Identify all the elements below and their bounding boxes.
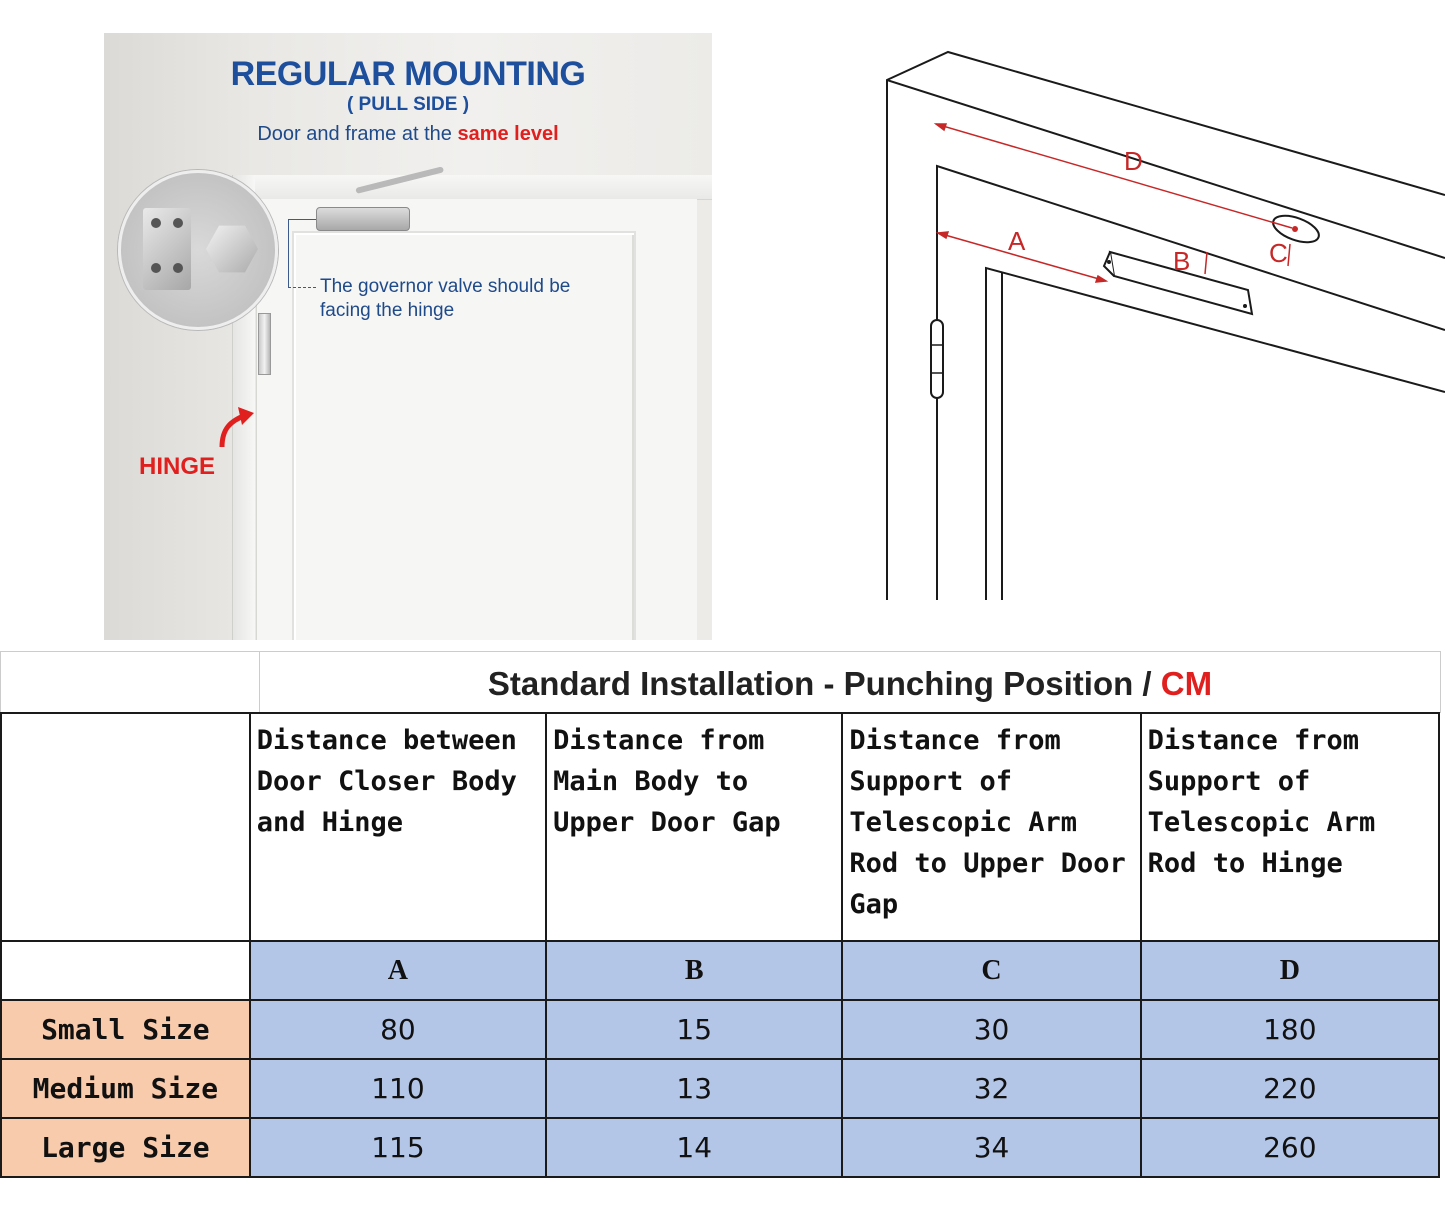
governor-valve-callout <box>118 170 278 330</box>
table-row <box>1 1000 1439 1059</box>
governor-valve-icon <box>206 223 258 275</box>
column-letter: B <box>546 941 842 1000</box>
label-c: C <box>1269 238 1288 268</box>
screw-hole-icon <box>173 218 183 228</box>
screw-hole-icon <box>151 263 161 273</box>
value-cell: 15 <box>546 1000 842 1059</box>
description-prefix: Door and frame at the <box>257 123 458 145</box>
value-cell: 110 <box>250 1059 546 1118</box>
letter-row <box>1 941 1439 1000</box>
value-cell: 32 <box>842 1059 1140 1118</box>
dimension-d-line <box>936 124 1292 228</box>
arrowhead-icon <box>936 124 946 130</box>
value-cell: 260 <box>1141 1118 1439 1177</box>
value-cell: 80 <box>250 1000 546 1059</box>
column-letter: C <box>842 941 1140 1000</box>
column-description: Distance from Support of Telescopic Arm Rod to Upper Door Gap <box>842 713 1140 941</box>
column-letter: D <box>1141 941 1439 1000</box>
value-cell: 30 <box>842 1000 1140 1059</box>
table-title-blank <box>0 651 260 713</box>
screw-hole-icon <box>151 218 161 228</box>
table-title-text: Standard Installation - Punching Position / <box>487 665 1161 702</box>
value-cell: 14 <box>546 1118 842 1177</box>
dimension-c-line <box>1288 244 1290 266</box>
arrowhead-icon <box>1096 276 1106 282</box>
table-row <box>1 1059 1439 1118</box>
hinge-label: HINGE <box>139 453 216 480</box>
mounting-title: REGULAR MOUNTING <box>230 55 586 93</box>
curved-arrow-icon <box>216 403 256 451</box>
description-row <box>1 713 1439 941</box>
leader-line <box>288 287 316 288</box>
dimension-b-line <box>1205 252 1207 274</box>
value-cell: 13 <box>546 1059 842 1118</box>
label-b: B <box>1173 246 1191 276</box>
column-description: Distance from Support of Telescopic Arm Rod to Hinge <box>1141 713 1439 941</box>
mount-block <box>143 208 191 290</box>
door-closer <box>316 207 410 231</box>
arrowhead-icon <box>938 232 948 238</box>
leader-line <box>288 219 316 220</box>
mounting-illustration <box>104 33 712 640</box>
table-unit: CM <box>1160 665 1213 702</box>
hinge-icon <box>931 320 943 398</box>
size-label: Medium Size <box>1 1059 250 1118</box>
governor-note: The governor valve should be facing the hinge <box>320 276 571 321</box>
hinge-plate <box>258 313 271 375</box>
description-highlight: same level <box>457 123 559 145</box>
mounting-subtitle: ( PULL SIDE ) <box>346 94 470 115</box>
leader-line <box>288 219 289 287</box>
value-cell: 220 <box>1141 1059 1439 1118</box>
table-title <box>259 651 1441 713</box>
column-description: Distance from Main Body to Upper Door Gap <box>546 713 842 941</box>
value-cell: 34 <box>842 1118 1140 1177</box>
label-d: D <box>1124 146 1143 176</box>
table-row <box>1 1118 1439 1177</box>
size-label: Large Size <box>1 1118 250 1177</box>
mounting-description <box>104 123 712 146</box>
column-letter: A <box>250 941 546 1000</box>
size-label: Small Size <box>1 1000 250 1059</box>
installation-diagram <box>860 40 1445 600</box>
label-a: A <box>1008 226 1026 256</box>
screw-hole-icon <box>173 263 183 273</box>
letter-row-blank <box>1 941 250 1000</box>
value-cell: 180 <box>1141 1000 1439 1059</box>
corner-cell <box>1 713 250 941</box>
column-description: Distance between Door Closer Body and Hinge <box>250 713 546 941</box>
spec-table <box>0 712 1440 1178</box>
value-cell: 115 <box>250 1118 546 1177</box>
door-frame-top <box>252 175 712 200</box>
